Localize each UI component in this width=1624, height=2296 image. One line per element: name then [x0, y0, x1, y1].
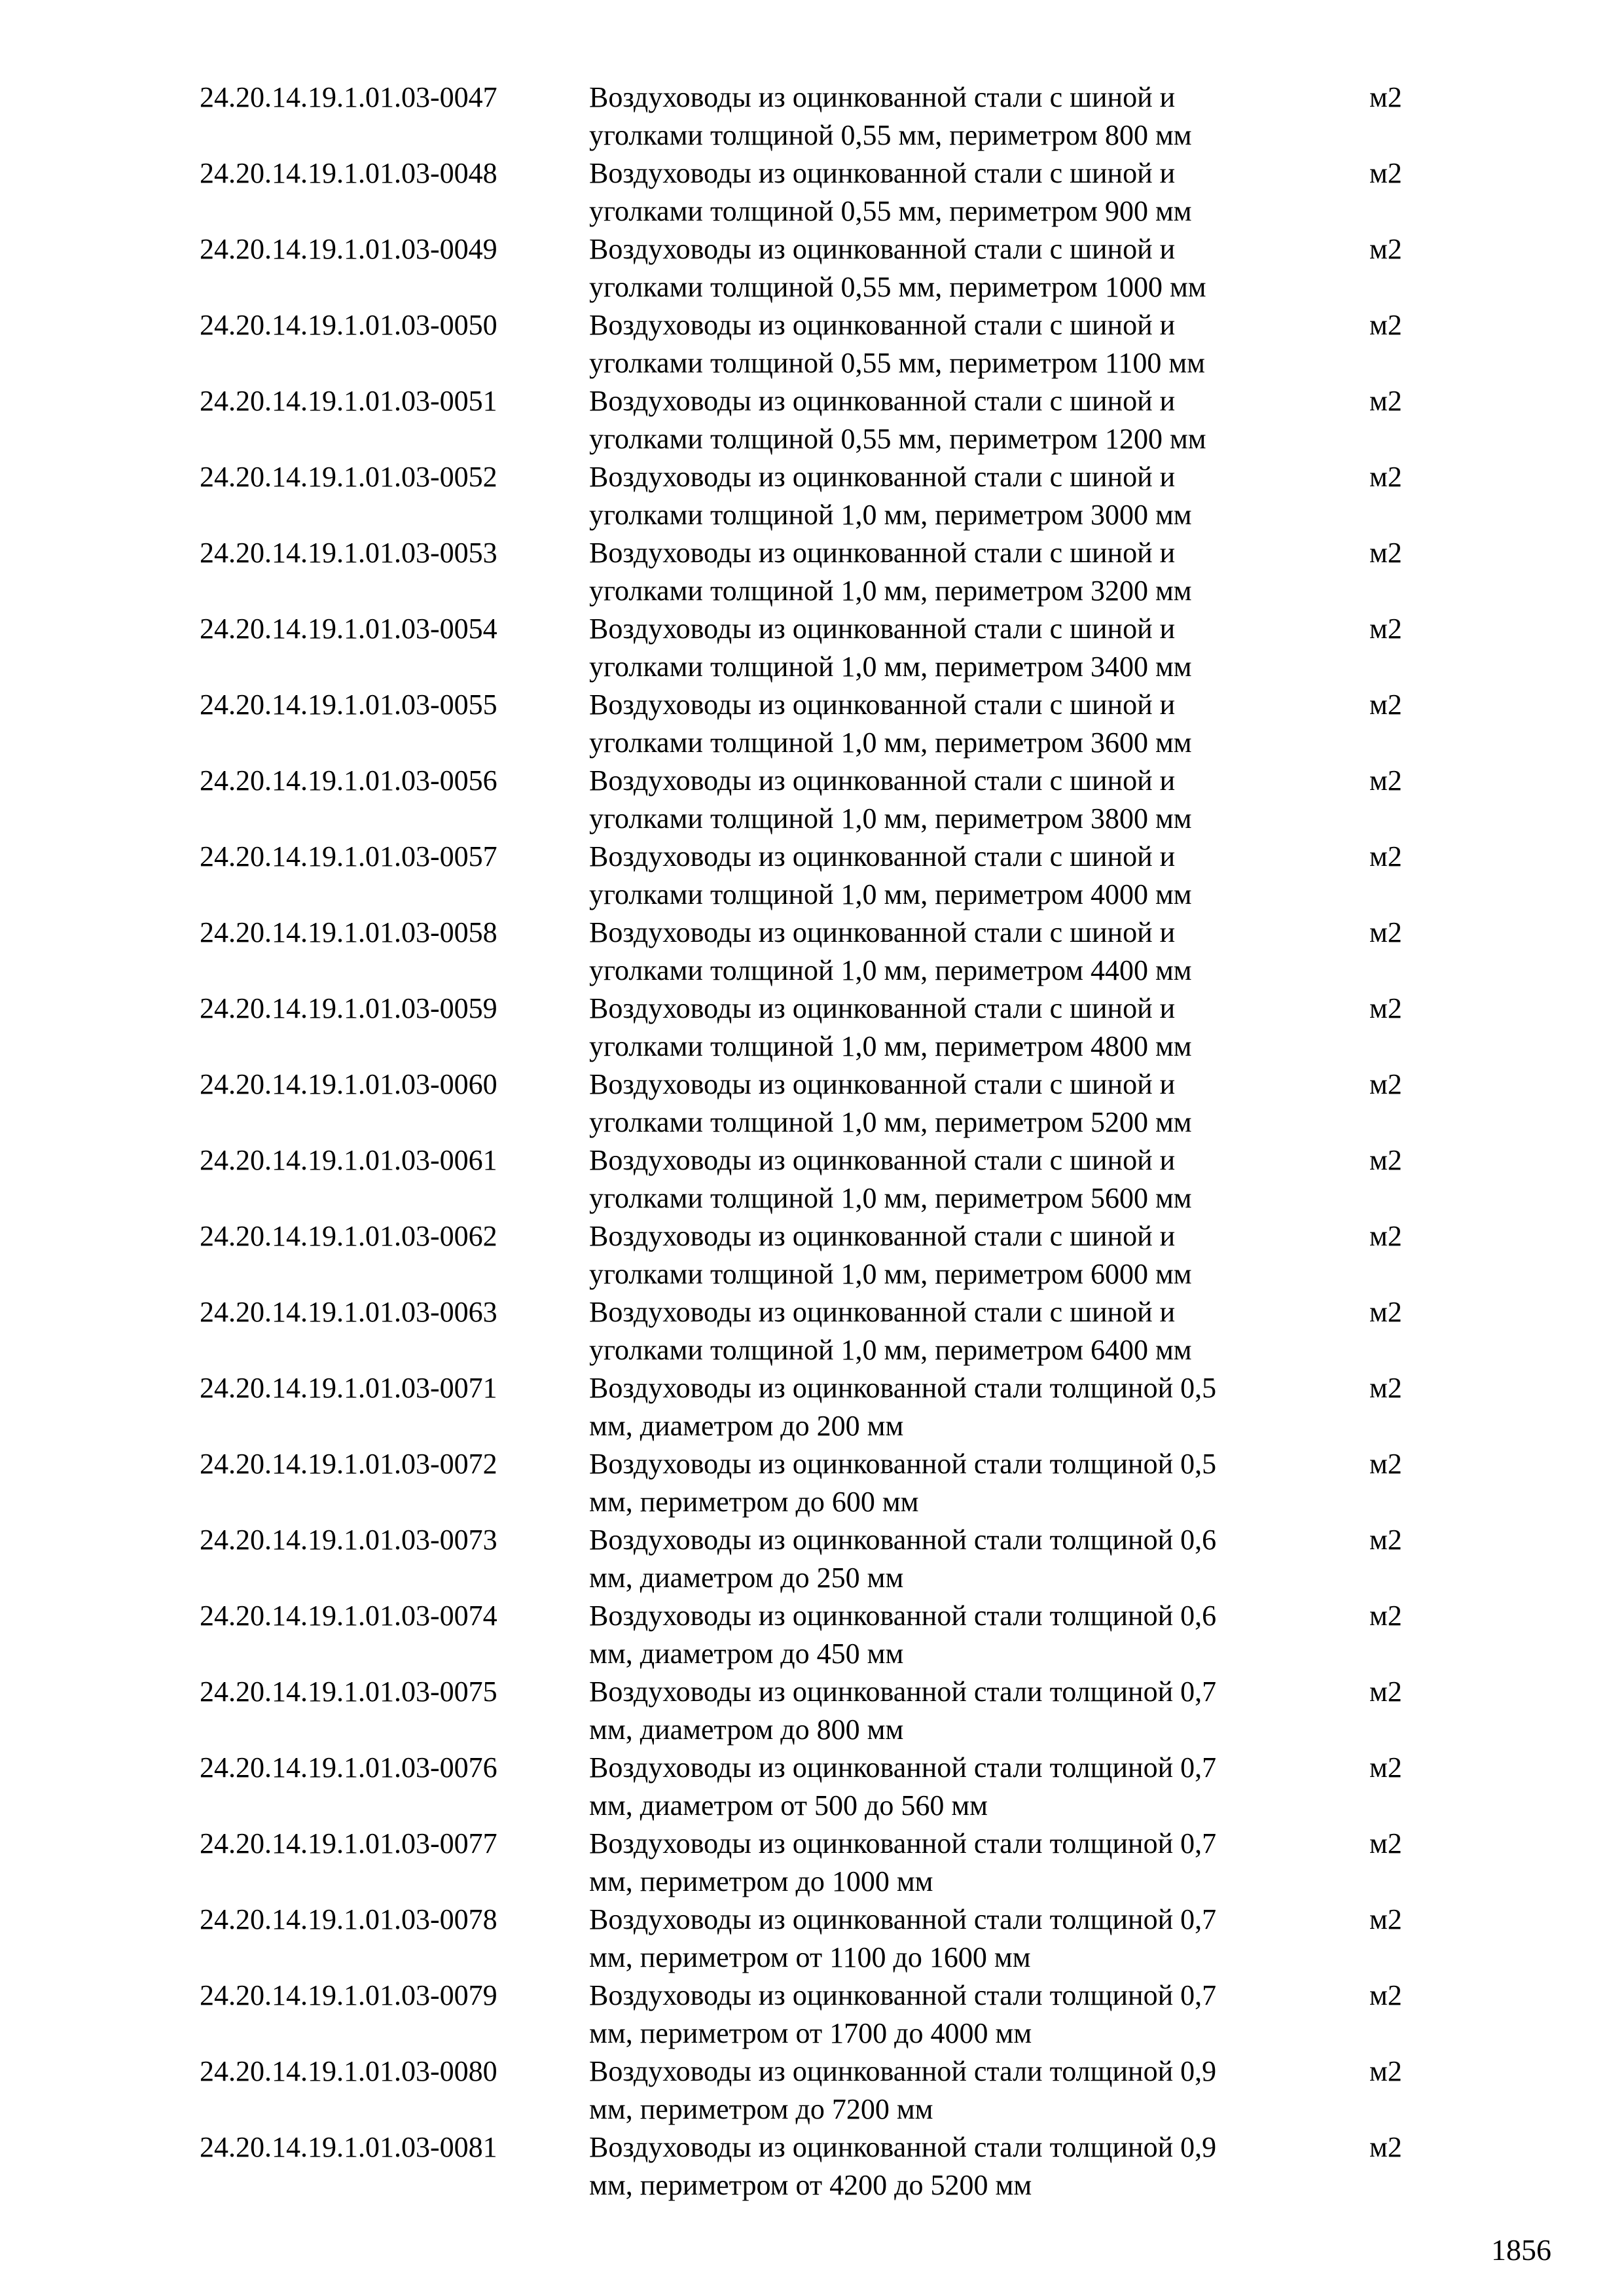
- unit-of-measure: м2: [1369, 1676, 1402, 1708]
- description-line-1: Воздуховоды из оцинкованной стали с шиной и: [589, 613, 1176, 645]
- unit-of-measure: м2: [1369, 1524, 1402, 1556]
- table-row: [0, 1825, 1624, 1901]
- resource-code: 24.20.14.19.1.01.03-0053: [200, 537, 497, 569]
- table-row: [0, 1521, 1624, 1597]
- resource-code: 24.20.14.19.1.01.03-0056: [200, 764, 497, 797]
- table-row: [0, 1597, 1624, 1673]
- resource-code: 24.20.14.19.1.01.03-0075: [200, 1676, 497, 1708]
- resource-code: 24.20.14.19.1.01.03-0057: [200, 840, 497, 872]
- description-line-2: мм, диаметром до 200 мм: [589, 1410, 904, 1442]
- resource-description: [589, 1749, 1329, 1825]
- table-row: [0, 458, 1624, 534]
- description-line-2: уголками толщиной 1,0 мм, периметром 4000 мм: [589, 878, 1192, 910]
- description-line-1: Воздуховоды из оцинкованной стали толщиной 0,7: [589, 1751, 1217, 1784]
- resource-code: 24.20.14.19.1.01.03-0072: [200, 1448, 497, 1480]
- description-line-1: Воздуховоды из оцинкованной стали толщиной 0,9: [589, 2131, 1217, 2163]
- description-line-2: уголками толщиной 1,0 мм, периметром 3200 мм: [589, 575, 1192, 607]
- resource-description: [589, 1673, 1329, 1749]
- description-line-1: Воздуховоды из оцинкованной стали с шиной и: [589, 764, 1176, 797]
- resource-description: [589, 2053, 1329, 2128]
- resource-description: [589, 1217, 1329, 1293]
- description-line-1: Воздуховоды из оцинкованной стали толщиной 0,5: [589, 1448, 1217, 1480]
- unit-of-measure: м2: [1369, 461, 1402, 493]
- description-line-2: мм, периметром до 600 мм: [589, 1486, 919, 1518]
- description-line-2: мм, диаметром до 450 мм: [589, 1638, 904, 1670]
- unit-of-measure: м2: [1369, 1827, 1402, 1859]
- resource-code: 24.20.14.19.1.01.03-0058: [200, 916, 497, 948]
- unit-of-measure: м2: [1369, 1979, 1402, 2011]
- resource-description: [589, 1901, 1329, 1977]
- description-line-1: Воздуховоды из оцинкованной стали с шиной и: [589, 309, 1176, 341]
- resource-description: [589, 306, 1329, 382]
- description-line-1: Воздуховоды из оцинкованной стали толщиной 0,6: [589, 1600, 1217, 1632]
- resource-description: [589, 838, 1329, 914]
- unit-of-measure: м2: [1369, 916, 1402, 948]
- description-line-2: мм, периметром от 1100 до 1600 мм: [589, 1941, 1031, 1973]
- description-line-2: уголками толщиной 1,0 мм, периметром 3600 мм: [589, 726, 1192, 759]
- description-line-1: Воздуховоды из оцинкованной стали толщиной 0,7: [589, 1827, 1217, 1859]
- unit-of-measure: м2: [1369, 81, 1402, 113]
- unit-of-measure: м2: [1369, 1296, 1402, 1328]
- description-line-2: уголками толщиной 1,0 мм, периметром 3400 мм: [589, 651, 1192, 683]
- resource-code: 24.20.14.19.1.01.03-0050: [200, 309, 497, 341]
- resource-description: [589, 762, 1329, 838]
- description-line-2: уголками толщиной 1,0 мм, периметром 6000 мм: [589, 1258, 1192, 1290]
- description-line-2: мм, диаметром до 250 мм: [589, 1562, 904, 1594]
- table-row: [0, 79, 1624, 154]
- description-line-2: уголками толщиной 1,0 мм, периметром 3000 мм: [589, 499, 1192, 531]
- resource-description: [589, 1597, 1329, 1673]
- resource-description: [589, 1141, 1329, 1217]
- description-line-2: уголками толщиной 0,55 мм, периметром 800 мм: [589, 119, 1192, 151]
- unit-of-measure: м2: [1369, 1751, 1402, 1784]
- description-line-2: мм, диаметром от 500 до 560 мм: [589, 1789, 988, 1821]
- resource-code: 24.20.14.19.1.01.03-0081: [200, 2131, 497, 2163]
- table-row: [0, 610, 1624, 686]
- description-line-1: Воздуховоды из оцинкованной стали с шиной и: [589, 689, 1176, 721]
- description-line-2: уголками толщиной 0,55 мм, периметром 1000 мм: [589, 271, 1206, 303]
- description-line-2: уголками толщиной 1,0 мм, периметром 6400 мм: [589, 1334, 1192, 1366]
- resource-code: 24.20.14.19.1.01.03-0073: [200, 1524, 497, 1556]
- unit-of-measure: м2: [1369, 764, 1402, 797]
- description-line-1: Воздуховоды из оцинкованной стали с шиной и: [589, 385, 1176, 417]
- resource-description: [589, 382, 1329, 458]
- resource-description: [589, 458, 1329, 534]
- resource-description: [589, 154, 1329, 230]
- description-line-1: Воздуховоды из оцинкованной стали с шиной и: [589, 1296, 1176, 1328]
- resource-code: 24.20.14.19.1.01.03-0077: [200, 1827, 497, 1859]
- description-line-1: Воздуховоды из оцинкованной стали с шиной и: [589, 157, 1176, 189]
- unit-of-measure: м2: [1369, 309, 1402, 341]
- table-row: [0, 1673, 1624, 1749]
- description-line-2: мм, периметром от 4200 до 5200 мм: [589, 2169, 1032, 2201]
- unit-of-measure: м2: [1369, 613, 1402, 645]
- resource-description: [589, 230, 1329, 306]
- table-row: [0, 2128, 1624, 2204]
- resource-code: 24.20.14.19.1.01.03-0052: [200, 461, 497, 493]
- description-line-1: Воздуховоды из оцинкованной стали с шиной и: [589, 1068, 1176, 1100]
- resource-description: [589, 1445, 1329, 1521]
- resource-description: [589, 1369, 1329, 1445]
- resource-code: 24.20.14.19.1.01.03-0080: [200, 2055, 497, 2087]
- unit-of-measure: м2: [1369, 385, 1402, 417]
- description-line-1: Воздуховоды из оцинкованной стали толщиной 0,6: [589, 1524, 1217, 1556]
- resource-code: 24.20.14.19.1.01.03-0071: [200, 1372, 497, 1404]
- table-row: [0, 1066, 1624, 1141]
- description-line-2: уголками толщиной 1,0 мм, периметром 4400 мм: [589, 954, 1192, 986]
- unit-of-measure: м2: [1369, 2131, 1402, 2163]
- table-row: [0, 838, 1624, 914]
- table-row: [0, 990, 1624, 1066]
- description-line-1: Воздуховоды из оцинкованной стали с шиной и: [589, 461, 1176, 493]
- description-line-1: Воздуховоды из оцинкованной стали толщиной 0,7: [589, 1903, 1217, 1935]
- resource-table: [0, 79, 1624, 2204]
- description-line-2: уголками толщиной 1,0 мм, периметром 4800 мм: [589, 1030, 1192, 1062]
- table-row: [0, 534, 1624, 610]
- table-row: [0, 306, 1624, 382]
- description-line-1: Воздуховоды из оцинкованной стали с шиной и: [589, 537, 1176, 569]
- description-line-1: Воздуховоды из оцинкованной стали толщиной 0,9: [589, 2055, 1217, 2087]
- unit-of-measure: м2: [1369, 1220, 1402, 1252]
- resource-code: 24.20.14.19.1.01.03-0060: [200, 1068, 497, 1100]
- resource-description: [589, 79, 1329, 154]
- description-line-1: Воздуховоды из оцинкованной стали с шиной и: [589, 233, 1176, 265]
- resource-code: 24.20.14.19.1.01.03-0061: [200, 1144, 497, 1176]
- table-row: [0, 1293, 1624, 1369]
- resource-description: [589, 610, 1329, 686]
- unit-of-measure: м2: [1369, 689, 1402, 721]
- resource-code: 24.20.14.19.1.01.03-0078: [200, 1903, 497, 1935]
- resource-code: 24.20.14.19.1.01.03-0055: [200, 689, 497, 721]
- description-line-1: Воздуховоды из оцинкованной стали толщиной 0,7: [589, 1979, 1217, 2011]
- table-row: [0, 762, 1624, 838]
- description-line-1: Воздуховоды из оцинкованной стали с шиной и: [589, 840, 1176, 872]
- table-row: [0, 2053, 1624, 2128]
- resource-description: [589, 914, 1329, 990]
- unit-of-measure: м2: [1369, 1448, 1402, 1480]
- description-line-2: мм, диаметром до 800 мм: [589, 1713, 904, 1746]
- resource-code: 24.20.14.19.1.01.03-0063: [200, 1296, 497, 1328]
- resource-code: 24.20.14.19.1.01.03-0059: [200, 992, 497, 1024]
- page-number: 1856: [1491, 2233, 1551, 2267]
- resource-code: 24.20.14.19.1.01.03-0079: [200, 1979, 497, 2011]
- unit-of-measure: м2: [1369, 1144, 1402, 1176]
- unit-of-measure: м2: [1369, 1068, 1402, 1100]
- resource-description: [589, 1293, 1329, 1369]
- table-row: [0, 914, 1624, 990]
- table-row: [0, 382, 1624, 458]
- table-row: [0, 1977, 1624, 2053]
- description-line-2: уголками толщиной 0,55 мм, периметром 900 мм: [589, 195, 1192, 227]
- table-row: [0, 1369, 1624, 1445]
- description-line-1: Воздуховоды из оцинкованной стали с шиной и: [589, 916, 1176, 948]
- resource-code: 24.20.14.19.1.01.03-0047: [200, 81, 497, 113]
- unit-of-measure: м2: [1369, 840, 1402, 872]
- resource-code: 24.20.14.19.1.01.03-0054: [200, 613, 497, 645]
- unit-of-measure: м2: [1369, 233, 1402, 265]
- table-row: [0, 1217, 1624, 1293]
- resource-description: [589, 1066, 1329, 1141]
- resource-code: 24.20.14.19.1.01.03-0048: [200, 157, 497, 189]
- unit-of-measure: м2: [1369, 1372, 1402, 1404]
- description-line-1: Воздуховоды из оцинкованной стали толщиной 0,5: [589, 1372, 1217, 1404]
- unit-of-measure: м2: [1369, 1903, 1402, 1935]
- description-line-2: мм, периметром до 7200 мм: [589, 2093, 933, 2125]
- unit-of-measure: м2: [1369, 1600, 1402, 1632]
- description-line-1: Воздуховоды из оцинкованной стали с шиной и: [589, 992, 1176, 1024]
- table-row: [0, 230, 1624, 306]
- resource-description: [589, 1521, 1329, 1597]
- description-line-1: Воздуховоды из оцинкованной стали с шиной и: [589, 81, 1176, 113]
- description-line-2: уголками толщиной 0,55 мм, периметром 1200 мм: [589, 423, 1206, 455]
- resource-description: [589, 2128, 1329, 2204]
- description-line-2: мм, периметром от 1700 до 4000 мм: [589, 2017, 1032, 2049]
- description-line-2: уголками толщиной 1,0 мм, периметром 3800 мм: [589, 802, 1192, 834]
- table-row: [0, 1749, 1624, 1825]
- table-row: [0, 154, 1624, 230]
- table-row: [0, 686, 1624, 762]
- resource-code: 24.20.14.19.1.01.03-0051: [200, 385, 497, 417]
- description-line-2: уголками толщиной 1,0 мм, периметром 5600 мм: [589, 1182, 1192, 1214]
- unit-of-measure: м2: [1369, 537, 1402, 569]
- resource-code: 24.20.14.19.1.01.03-0049: [200, 233, 497, 265]
- description-line-1: Воздуховоды из оцинкованной стали с шиной и: [589, 1220, 1176, 1252]
- table-row: [0, 1445, 1624, 1521]
- description-line-1: Воздуховоды из оцинкованной стали толщиной 0,7: [589, 1676, 1217, 1708]
- resource-description: [589, 990, 1329, 1066]
- unit-of-measure: м2: [1369, 157, 1402, 189]
- unit-of-measure: м2: [1369, 992, 1402, 1024]
- resource-code: 24.20.14.19.1.01.03-0074: [200, 1600, 497, 1632]
- unit-of-measure: м2: [1369, 2055, 1402, 2087]
- resource-description: [589, 686, 1329, 762]
- resource-code: 24.20.14.19.1.01.03-0076: [200, 1751, 497, 1784]
- description-line-2: уголками толщиной 1,0 мм, периметром 5200 мм: [589, 1106, 1192, 1138]
- table-row: [0, 1141, 1624, 1217]
- description-line-2: уголками толщиной 0,55 мм, периметром 1100 мм: [589, 347, 1206, 379]
- resource-code: 24.20.14.19.1.01.03-0062: [200, 1220, 497, 1252]
- resource-description: [589, 534, 1329, 610]
- description-line-1: Воздуховоды из оцинкованной стали с шиной и: [589, 1144, 1176, 1176]
- resource-description: [589, 1977, 1329, 2053]
- table-row: [0, 1901, 1624, 1977]
- resource-description: [589, 1825, 1329, 1901]
- description-line-2: мм, периметром до 1000 мм: [589, 1865, 933, 1897]
